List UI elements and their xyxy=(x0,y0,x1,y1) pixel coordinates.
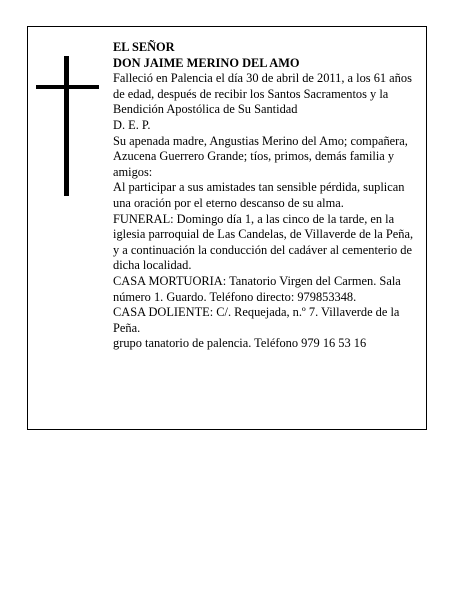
rip-line: D. E. P. xyxy=(113,117,151,132)
obituary-text xyxy=(113,40,421,352)
funeral-home-contact: grupo tanatorio de palencia. Teléfono 979 16 53 16 xyxy=(113,336,367,351)
mortuary-details: CASA MORTUORIA: Tanatorio Virgen del Carmen. Sala número 1. Guardo. Teléfono directo: 979853348. xyxy=(113,273,401,304)
prayer-request: Al participar a sus amistades tan sensible pérdida, suplican una oración por el eterno descanso de su alma. xyxy=(113,180,405,210)
notice-title: EL SEÑOR xyxy=(113,40,175,54)
family-list: Su apenada madre, Angustias Merino del Amo; compañera, Azucena Guerrero Grande; tíos, primos, demás familia y amigos: xyxy=(113,133,408,179)
deceased-name: DON JAIME MERINO DEL AMO xyxy=(113,55,300,70)
cross-icon xyxy=(36,56,99,196)
death-announcement: Falleció en Palencia el día 30 de abril de 2011, a los 61 años de edad, después de recibir los Santos Sacramentos y la Bendición Apostólica de Su Santidad xyxy=(113,71,412,117)
cross-horizontal-bar xyxy=(36,85,99,89)
family-home-details: CASA DOLIENTE: C/. Requejada, n.º 7. Villaverde de la Peña. xyxy=(113,305,400,335)
cross-vertical-bar xyxy=(64,56,69,196)
funeral-details: FUNERAL: Domingo día 1, a las cinco de la tarde, en la iglesia parroquial de Las Candelas, de Villaverde de la Peña, y a continuación la conducción del cadáver al cementerio de dicha localidad. xyxy=(113,211,414,273)
